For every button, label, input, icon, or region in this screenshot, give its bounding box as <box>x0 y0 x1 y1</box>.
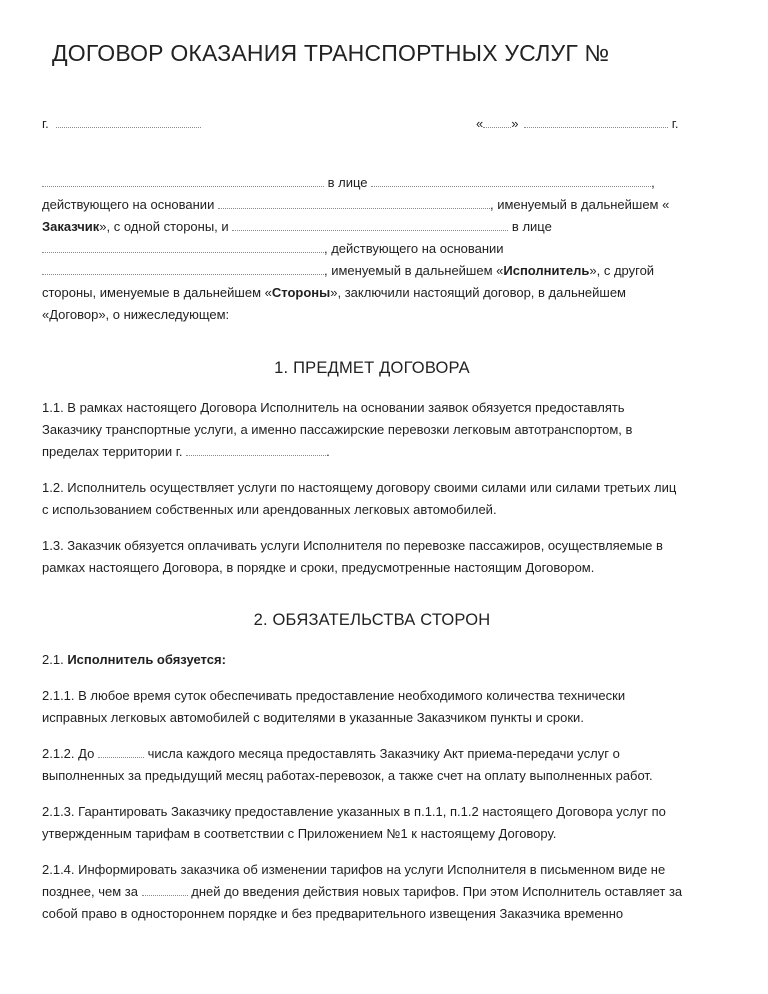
parties-line-3 <box>42 219 552 235</box>
clause-2-1-4-line-3: собой право в одностороннем порядке и без предварительного извещения Заказчика временно <box>42 906 624 921</box>
section-1-heading: 1. ПРЕДМЕТ ДОГОВОРА <box>274 359 470 377</box>
customer-term: Заказчик <box>42 219 100 234</box>
clause-1-1-line-2: Заказчику транспортные услуги, а именно пассажирские перевозки легковым автотранспортом, в <box>42 422 633 437</box>
day-of-month-blank[interactable] <box>98 746 144 758</box>
period: . <box>326 444 330 459</box>
clause-2-1 <box>42 652 226 668</box>
acting-text: действующего на основании <box>42 197 215 212</box>
year-suffix: г. <box>671 116 679 131</box>
clause-2-1-1-line-2: исправных легковых автомобилей с водителями в указанные Заказчиком пункты и сроки. <box>42 710 584 725</box>
one-side-text: », с одной стороны, и <box>99 219 229 234</box>
executor-name-blank[interactable] <box>232 219 508 231</box>
territory-text: пределах территории г. <box>42 444 183 459</box>
clause-2-1-1-line-1: 2.1.1. В любое время суток обеспечивать предоставление необходимого количества технически <box>42 688 626 703</box>
clause-2-1-3-line-2: утвержденным тарифам в соответствии с Приложением №1 к настоящему Договору. <box>42 826 557 841</box>
city-blank[interactable] <box>56 116 201 128</box>
territory-blank[interactable] <box>186 444 326 456</box>
hereinafter-text: «Договор», о нижеследующем: <box>42 307 230 322</box>
parties-line-6 <box>42 285 626 301</box>
clause-2-1-2-line-2: выполненных за предыдущий месяц работах-перевозок, а также счет на оплату выполненных работ. <box>42 768 653 783</box>
parties-line-2 <box>42 197 669 213</box>
days-notice-blank[interactable] <box>142 884 188 896</box>
quote-open: « <box>476 116 484 131</box>
quote-close: » <box>511 116 519 131</box>
parties-named-text: стороны, именуемые в дальнейшем « <box>42 285 272 300</box>
monthly-act-text: числа каждого месяца предоставлять Заказчику Акт приема-передачи услуг о <box>147 746 620 761</box>
document-title: ДОГОВОР ОКАЗАНИЯ ТРАНСПОРТНЫХ УСЛУГ № <box>52 40 610 66</box>
in-person-text-2: в лице <box>511 219 552 234</box>
executor-obliged-text: Исполнитель обязуется: <box>67 652 226 667</box>
executor-term: Исполнитель <box>503 263 590 278</box>
parties-line-4 <box>42 241 504 257</box>
clause-1-3-line-1: 1.3. Заказчик обязуется оплачивать услуги Исполнителя по перевозке пассажиров, осуществляемые в <box>42 538 663 553</box>
parties-line-7 <box>42 307 229 323</box>
customer-rep-blank[interactable] <box>371 175 651 187</box>
clause-2-1-3-line-1: 2.1.3. Гарантировать Заказчику предоставление указанных в п.1.1, п.1.2 настоящего Договора услуг по <box>42 804 666 819</box>
tariff-change-text: дней до введения действия новых тарифов. При этом Исполнитель оставляет за <box>191 884 683 899</box>
no-later-than-text: позднее, чем за <box>42 884 138 899</box>
clause-1-1-line-1: 1.1. В рамках настоящего Договора Исполнитель на основании заявок обязуется предоставлять <box>42 400 625 415</box>
comma: , <box>651 175 655 190</box>
city-line <box>42 116 201 132</box>
until-text: 2.1.2. До <box>42 746 95 761</box>
date-line <box>476 116 679 132</box>
clause-2-1-4-line-1: 2.1.4. Информировать заказчика об изменении тарифов на услуги Исполнителя в письменном виде не <box>42 862 666 877</box>
parties-line-5 <box>42 263 654 279</box>
clause-1-3-line-2: рамках настоящего Договора, в порядке и сроки, предусмотренные настоящим Договором. <box>42 560 595 575</box>
clause-1-1-line-3 <box>42 444 330 460</box>
clause-2-1-number: 2.1. <box>42 652 64 667</box>
day-blank[interactable] <box>483 116 511 128</box>
named-text: , именуемый в дальнейшем « <box>489 197 670 212</box>
named-text-2: , именуемый в дальнейшем « <box>324 263 504 278</box>
city-prefix: г. <box>42 116 49 131</box>
clause-2-1-2-line-1 <box>42 746 620 762</box>
acting-text-2: , действующего на основании <box>324 241 504 256</box>
executor-basis-blank[interactable] <box>42 263 324 275</box>
clause-1-2-line-1: 1.2. Исполнитель осуществляет услуги по настоящему договору своими силами или силами третьих лиц <box>42 480 677 495</box>
concluded-text: », заключили настоящий договор, в дальнейшем <box>330 285 626 300</box>
parties-line-1 <box>42 175 655 191</box>
executor-rep-blank[interactable] <box>42 241 324 253</box>
month-year-blank[interactable] <box>524 116 668 128</box>
section-2-heading: 2. ОБЯЗАТЕЛЬСТВА СТОРОН <box>253 611 491 629</box>
parties-term: Стороны <box>271 285 331 300</box>
clause-1-2-line-2: с использованием собственных или арендованных легковых автомобилей. <box>42 502 497 517</box>
customer-name-blank[interactable] <box>42 175 324 187</box>
other-side-text: », с другой <box>589 263 655 278</box>
customer-basis-blank[interactable] <box>218 197 490 209</box>
in-person-text: в лице <box>327 175 368 190</box>
clause-2-1-4-line-2 <box>42 884 682 900</box>
